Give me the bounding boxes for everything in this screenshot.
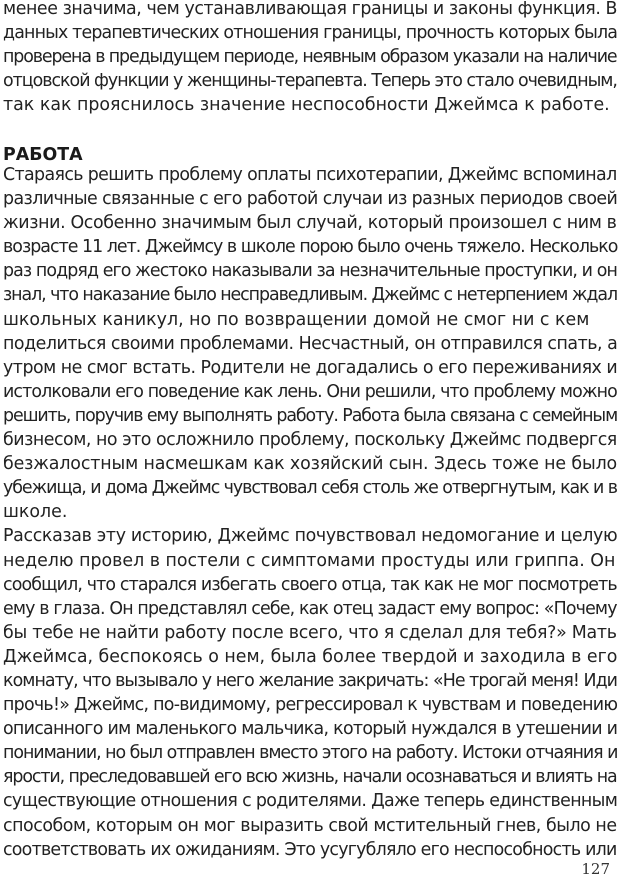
text-line: ярости, преследовавшей его всю жизнь, начали осознаваться и влиять на <box>3 767 617 788</box>
text-line: проверена в предыдущем периоде, неявным образом указали на наличие <box>3 47 617 68</box>
text-line: школьных каникул, но по возвращении домой не смог ни с кем <box>3 309 590 330</box>
text-line: безжалостным насмешкам как хозяйский сын. Здесь тоже не было <box>3 454 618 475</box>
text-line: данных терапевтических отношения границы, прочность которых была <box>3 23 618 44</box>
text-line: возрасте 11 лет. Джеймсу в школе порою было очень тяжело. Несколько <box>3 237 618 258</box>
text-line: ему в глаза. Он представлял себе, как отец задаст ему вопрос: «Почему <box>3 598 617 619</box>
text-line: способом, которым он мог выразить свой мстительный гнев, было не <box>3 815 617 836</box>
text-line: сообщил, что старался избегать своего отца, так как не мог посмотреть <box>3 574 617 595</box>
text-line: так как прояснилось значение неспособности Джеймса к работе. <box>3 95 610 116</box>
text-line: описанного им маленького мальчика, который нуждался в утешении и <box>3 719 618 740</box>
text-line: убежища, и дома Джеймс чувствовал себя столь же отвергнутым, как и в <box>3 478 617 499</box>
page-number: 127 <box>581 860 610 878</box>
text-line: раз подряд его жестоко наказывали за незначительные проступки, и он <box>3 261 617 282</box>
text-line: утром не смог встать. Родители не догадались о его переживаниях и <box>3 357 618 378</box>
text-line: решить, поручив ему выполнять работу. Работа была связана с семейным <box>3 405 618 426</box>
text-line: комнату, что вызывало у него желание закричать: «Не трогай меня! Иди <box>3 670 618 691</box>
intro-paragraph <box>3 0 617 117</box>
text-line: Джеймса, беспокоясь о нем, была более твердой и заходила в его <box>3 646 618 667</box>
text-line: жизни. Особенно значимым был случай, который произошел с ним в <box>3 213 617 234</box>
body-text <box>3 163 617 862</box>
text-line: менее значима, чем устанавливающая границы и законы функция. В <box>3 0 618 19</box>
text-line: соответствовать их ожиданиям. Это усугубляло его неспособность или <box>3 839 617 860</box>
text-line: различные связанные с его работой случаи из разных периодов своей <box>3 189 618 210</box>
text-line: поделиться своими проблемами. Несчастный, он отправился спать, а <box>3 333 618 354</box>
text-line: школе. <box>3 502 68 523</box>
section-heading: РАБОТА <box>3 145 83 165</box>
text-line: неделю провел в постели с симптомами простуды или гриппа. Он <box>3 550 616 571</box>
text-line: прочь!» Джеймс, по-видимому, регрессировал к чувствам и поведению <box>3 695 618 716</box>
text-line: знал, что наказание было несправедливым. Джеймс с нетерпением ждал <box>3 285 618 306</box>
text-line: существующие отношения с родителями. Даже теперь единственным <box>3 791 618 812</box>
text-line: истолковали его поведение как лень. Они решили, что проблему можно <box>3 381 617 402</box>
text-line: понимании, но был отправлен вместо этого на работу. Истоки отчаяния и <box>3 743 618 764</box>
text-line: Стараясь решить проблему оплаты психотерапии, Джеймс вспоминал <box>3 165 617 185</box>
text-line: бы тебе не найти работу после всего, что я сделал для тебя?» Мать <box>3 622 617 643</box>
text-line: Рассказав эту историю, Джеймс почувствовал недомогание и целую <box>3 526 618 547</box>
text-line: бизнесом, но это осложнило проблему, поскольку Джеймс подвергся <box>3 430 617 451</box>
text-line: отцовской функции у женщины-терапевта. Теперь это стало очевидным, <box>3 71 617 92</box>
